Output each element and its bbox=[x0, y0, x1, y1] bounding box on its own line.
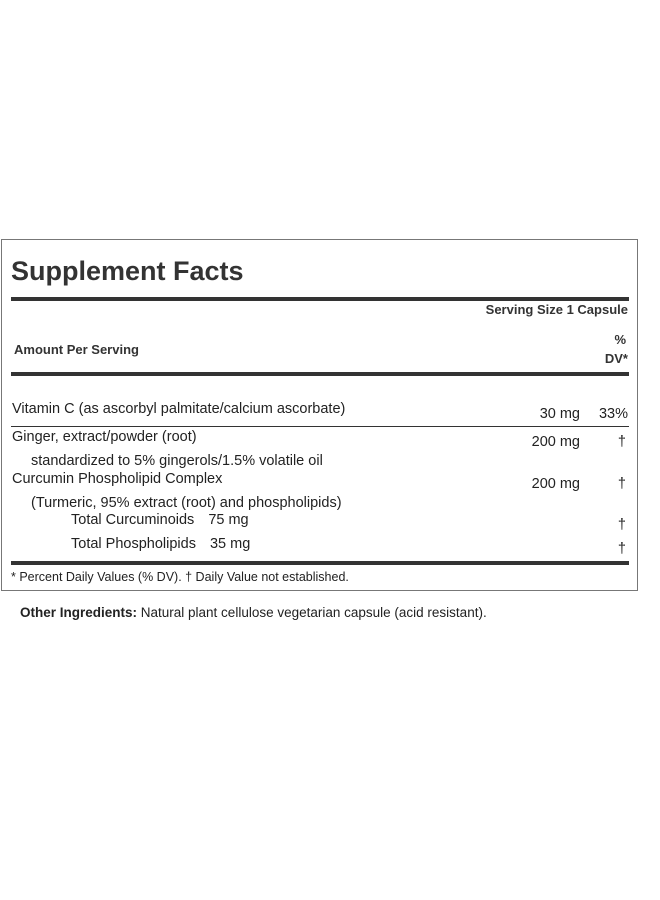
nutrient-dv-total-phospholipids: † bbox=[617, 541, 626, 557]
title-divider bbox=[11, 297, 629, 301]
dv-column-header: DV* bbox=[604, 351, 628, 366]
panel-title: Supplement Facts bbox=[11, 256, 244, 286]
nutrient-name-curcumin: Curcumin Phospholipid Complex bbox=[12, 471, 223, 487]
nutrient-name-ginger: Ginger, extract/powder (root) bbox=[12, 429, 197, 445]
footer-divider bbox=[11, 561, 629, 565]
nutrient-dv-curcumin: † bbox=[617, 476, 626, 492]
other-ingredients bbox=[20, 605, 487, 620]
nutrient-name-vitamin-c: Vitamin C (as ascorbyl palmitate/calcium ascorbate) bbox=[12, 401, 346, 417]
dv-footnote: * Percent Daily Values (% DV). † Daily Value not established. bbox=[11, 570, 349, 584]
supplement-facts-panel bbox=[1, 239, 638, 591]
nutrient-amount-ginger: 200 mg bbox=[531, 434, 580, 450]
other-ingredients-label: Other Ingredients: bbox=[20, 605, 138, 620]
other-ingredients-text: Natural plant cellulose vegetarian capsule (acid resistant). bbox=[137, 605, 487, 620]
serving-size: Serving Size 1 Capsule bbox=[485, 302, 628, 317]
amount-per-serving-label: Amount Per Serving bbox=[14, 342, 139, 357]
nutrient-subtext-ginger: standardized to 5% gingerols/1.5% volatile oil bbox=[31, 453, 323, 469]
row-divider bbox=[11, 426, 629, 427]
nutrient-name-total-phospholipids bbox=[71, 536, 250, 552]
nutrient-dv-total-curcuminoids: † bbox=[617, 517, 626, 533]
nutrient-label-total-phospholipids: Total Phospholipids bbox=[71, 536, 196, 552]
nutrient-subtext-curcumin: (Turmeric, 95% extract (root) and phospholipids) bbox=[31, 495, 342, 511]
nutrient-label-total-curcuminoids: Total Curcuminoids bbox=[71, 512, 195, 528]
nutrient-dv-vitamin-c: 33% bbox=[598, 406, 628, 422]
nutrient-amount-total-curcuminoids: 75 mg bbox=[208, 512, 249, 528]
nutrient-name-total-curcuminoids bbox=[71, 512, 249, 528]
dv-percent-symbol: % bbox=[614, 332, 626, 347]
nutrient-amount-vitamin-c: 30 mg bbox=[539, 406, 580, 422]
nutrient-dv-ginger: † bbox=[617, 434, 626, 450]
nutrient-amount-total-phospholipids: 35 mg bbox=[209, 536, 251, 552]
header-divider bbox=[11, 372, 629, 376]
nutrient-amount-curcumin: 200 mg bbox=[531, 476, 580, 492]
